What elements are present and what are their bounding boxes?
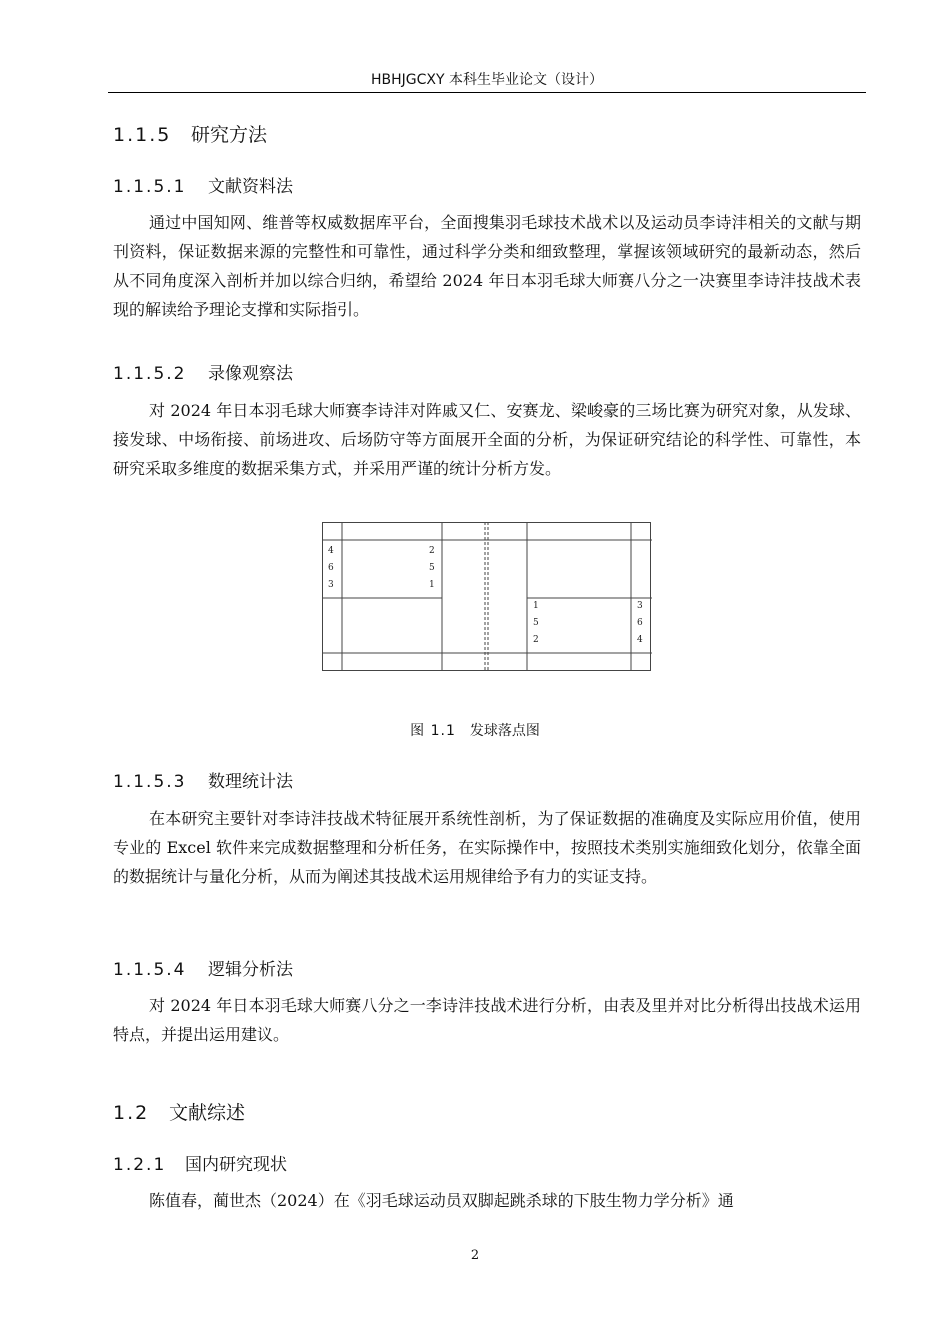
left-box-col2-num: 5 <box>429 563 435 573</box>
serve-landing-diagram <box>322 520 652 672</box>
section-heading-1-1-5 <box>113 120 267 147</box>
figure-caption <box>0 720 950 740</box>
right-box-col1-num: 5 <box>533 618 539 628</box>
section-heading-1-1-5-2 <box>113 359 293 384</box>
section-number: 1.2.1 <box>113 1155 167 1175</box>
section-number: 1.1.5.3 <box>113 772 187 792</box>
page-number: 2 <box>470 1248 480 1263</box>
section-number: 1.1.5 <box>113 124 172 146</box>
section-number: 1.1.5.1 <box>113 177 187 197</box>
section-title: 数理统计法 <box>208 772 293 792</box>
left-box-col1-num: 4 <box>328 546 334 556</box>
left-box-col2-num: 2 <box>429 546 435 556</box>
right-box-col1-num: 2 <box>533 635 539 645</box>
section-heading-1-1-5-4 <box>113 955 293 980</box>
section-heading-1-2-1 <box>113 1150 287 1175</box>
section-number: 1.2 <box>113 1102 150 1124</box>
section-heading-1-1-5-3 <box>113 767 293 792</box>
section-heading-1-2 <box>113 1098 245 1125</box>
paragraph-domestic-research: 陈值春，蔺世杰（2024）在《羽毛球运动员双脚起跳杀球的下肢生物力学分析》通 <box>149 1191 734 1210</box>
left-box-col1-num: 6 <box>328 563 334 573</box>
page-header: HBHJGCXY 本科生毕业论文（设计） <box>108 70 866 93</box>
section-number: 1.1.5.2 <box>113 364 187 384</box>
paragraph-video-observation: 对 2024 年日本羽毛球大师赛李诗沣对阵戚又仁、安赛龙、梁峻豪的三场比赛为研究对象，从发球、接发球、中场衔接、前场进攻、后场防守等方面展开全面的分析，为保证研究结论的科学性、可靠性，本研究采取多维度的数据采集方式，并采用严谨的统计分析方发。 <box>113 401 861 478</box>
section-number: 1.1.5.4 <box>113 960 187 980</box>
section-title: 录像观察法 <box>208 364 293 384</box>
paragraph-literature-method: 通过中国知网、维普等权威数据库平台，全面搜集羽毛球技术战术以及运动员李诗沣相关的文献与期刊资料，保证数据来源的完整性和可靠性，通过科学分类和细致整理，掌握该领域研究的最新动态，然后从不同角度深入剖析并加以综合归纳，希望给 2024 年日本羽毛球大师赛八分之一决赛里李诗沣技战术表现的解读给予理论支撑和实际指引。 <box>113 213 861 319</box>
paragraph-statistics-method: 在本研究主要针对李诗沣技战术特征展开系统性剖析，为了保证数据的准确度及实际应用价值，使用专业的 Excel 软件来完成数据整理和分析任务，在实际操作中，按照技术类别实施细致化划分，依靠全面的数据统计与量化分析，从而为阐述其技战术运用规律给予有力的实证支持。 <box>113 809 861 886</box>
section-title: 逻辑分析法 <box>208 960 293 980</box>
right-box-col2-num: 4 <box>637 635 643 645</box>
right-box-col1-num: 1 <box>533 601 539 611</box>
section-title: 国内研究现状 <box>185 1155 287 1175</box>
left-box-col2-num: 1 <box>429 580 435 590</box>
section-title: 文献综述 <box>169 1102 246 1124</box>
figure-caption-text: 发球落点图 <box>469 723 540 739</box>
right-box-col2-num: 3 <box>637 601 643 611</box>
section-title: 研究方法 <box>191 124 268 146</box>
left-box-col1-num: 3 <box>328 580 334 590</box>
section-title: 文献资料法 <box>208 177 293 197</box>
paragraph-logical-analysis: 对 2024 年日本羽毛球大师赛八分之一李诗沣技战术进行分析，由表及里并对比分析得出技战术运用特点，并提出运用建议。 <box>113 996 861 1044</box>
section-heading-1-1-5-1 <box>113 172 293 197</box>
right-box-col2-num: 6 <box>637 618 643 628</box>
figure-number: 图 1.1 <box>410 723 456 739</box>
